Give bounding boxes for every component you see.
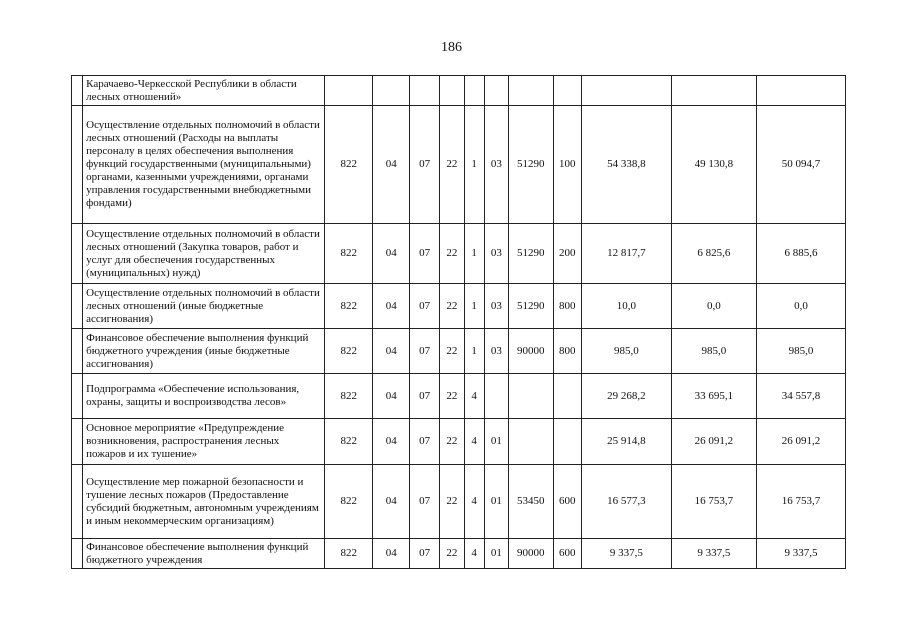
subsection-code: 07 (409, 374, 439, 419)
expense-type-code: 100 (553, 106, 581, 224)
section-code: 04 (373, 284, 409, 329)
row-marker-cell (72, 374, 83, 419)
row-name: Финансовое обеспечение выполнения функций бюджетного учреждения (иные бюджетные ассигнования) (83, 329, 325, 374)
subsection-code: 07 (409, 224, 439, 284)
subprogram-code: 1 (464, 284, 484, 329)
row-name: Карачаево-Черкесской Республики в области лесных отношений» (83, 76, 325, 106)
amount-year-2: 26 091,2 (671, 419, 756, 465)
section-code: 04 (373, 539, 409, 569)
subprogram-code: 4 (464, 419, 484, 465)
subprogram-code: 4 (464, 465, 484, 539)
amount-year-2: 0,0 (671, 284, 756, 329)
amount-year-1: 16 577,3 (581, 465, 671, 539)
budget-table (71, 75, 846, 569)
row-marker-cell (72, 284, 83, 329)
section-code: 04 (373, 329, 409, 374)
program-code: 22 (440, 224, 464, 284)
subsection-code: 07 (409, 284, 439, 329)
row-name: Осуществление отдельных полномочий в области лесных отношений (иные бюджетные ассигнования) (83, 284, 325, 329)
expense-type-code (553, 76, 581, 106)
table-row (72, 374, 846, 419)
direction-code (509, 419, 554, 465)
row-marker-cell (72, 329, 83, 374)
ministry-code: 822 (324, 106, 373, 224)
amount-year-3 (756, 76, 845, 106)
amount-year-2 (671, 76, 756, 106)
subsection-code: 07 (409, 106, 439, 224)
expense-type-code (553, 374, 581, 419)
program-code (440, 76, 464, 106)
amount-year-2: 6 825,6 (671, 224, 756, 284)
subprogram-code: 1 (464, 106, 484, 224)
amount-year-1: 25 914,8 (581, 419, 671, 465)
section-code: 04 (373, 374, 409, 419)
program-code: 22 (440, 106, 464, 224)
amount-year-1: 54 338,8 (581, 106, 671, 224)
subprogram-code: 4 (464, 374, 484, 419)
row-name: Осуществление мер пожарной безопасности и тушение лесных пожаров (Предоставление субсидий бюджетным, автономным учреждениям и иным некоммерческим организациям) (83, 465, 325, 539)
amount-year-2: 16 753,7 (671, 465, 756, 539)
amount-year-3: 0,0 (756, 284, 845, 329)
row-marker-cell (72, 539, 83, 569)
main-event-code: 01 (484, 539, 508, 569)
row-marker-cell (72, 419, 83, 465)
main-event-code: 03 (484, 284, 508, 329)
ministry-code (324, 76, 373, 106)
amount-year-2: 33 695,1 (671, 374, 756, 419)
main-event-code: 01 (484, 465, 508, 539)
expense-type-code: 600 (553, 465, 581, 539)
expense-type-code (553, 419, 581, 465)
ministry-code: 822 (324, 419, 373, 465)
ministry-code: 822 (324, 284, 373, 329)
subprogram-code: 1 (464, 329, 484, 374)
subsection-code: 07 (409, 465, 439, 539)
subsection-code (409, 76, 439, 106)
ministry-code: 822 (324, 374, 373, 419)
ministry-code: 822 (324, 465, 373, 539)
ministry-code: 822 (324, 539, 373, 569)
main-event-code (484, 76, 508, 106)
row-marker-cell (72, 106, 83, 224)
expense-type-code: 200 (553, 224, 581, 284)
amount-year-1: 12 817,7 (581, 224, 671, 284)
amount-year-2: 49 130,8 (671, 106, 756, 224)
direction-code (509, 76, 554, 106)
main-event-code: 03 (484, 329, 508, 374)
direction-code: 51290 (509, 224, 554, 284)
table-body (72, 76, 846, 569)
section-code: 04 (373, 419, 409, 465)
main-event-code (484, 374, 508, 419)
ministry-code: 822 (324, 329, 373, 374)
main-event-code: 03 (484, 106, 508, 224)
main-event-code: 01 (484, 419, 508, 465)
amount-year-2: 9 337,5 (671, 539, 756, 569)
table-row (72, 465, 846, 539)
table-row (72, 224, 846, 284)
subprogram-code: 1 (464, 224, 484, 284)
row-name: Финансовое обеспечение выполнения функций бюджетного учреждения (83, 539, 325, 569)
amount-year-1: 9 337,5 (581, 539, 671, 569)
amount-year-1: 985,0 (581, 329, 671, 374)
amount-year-2: 985,0 (671, 329, 756, 374)
section-code: 04 (373, 106, 409, 224)
program-code: 22 (440, 329, 464, 374)
direction-code: 53450 (509, 465, 554, 539)
table-row (72, 329, 846, 374)
table-row (72, 419, 846, 465)
row-marker-cell (72, 76, 83, 106)
subprogram-code (464, 76, 484, 106)
amount-year-3: 6 885,6 (756, 224, 845, 284)
subprogram-code: 4 (464, 539, 484, 569)
row-name: Основное мероприятие «Предупреждение возникновения, распространения лесных пожаров и их тушение» (83, 419, 325, 465)
direction-code: 90000 (509, 539, 554, 569)
direction-code: 51290 (509, 284, 554, 329)
row-marker-cell (72, 465, 83, 539)
table-row (72, 284, 846, 329)
row-marker-cell (72, 224, 83, 284)
amount-year-3: 50 094,7 (756, 106, 845, 224)
subsection-code: 07 (409, 539, 439, 569)
program-code: 22 (440, 284, 464, 329)
program-code: 22 (440, 374, 464, 419)
table-row (72, 106, 846, 224)
section-code: 04 (373, 224, 409, 284)
main-event-code: 03 (484, 224, 508, 284)
table-row (72, 539, 846, 569)
direction-code (509, 374, 554, 419)
expense-type-code: 800 (553, 284, 581, 329)
page-number: 186 (441, 40, 462, 55)
program-code: 22 (440, 419, 464, 465)
amount-year-3: 26 091,2 (756, 419, 845, 465)
section-code (373, 76, 409, 106)
table-row (72, 76, 846, 106)
amount-year-3: 985,0 (756, 329, 845, 374)
amount-year-3: 34 557,8 (756, 374, 845, 419)
row-name: Осуществление отдельных полномочий в области лесных отношений (Закупка товаров, работ и услуг для обеспечения государственных (муниципальных) нужд) (83, 224, 325, 284)
amount-year-3: 16 753,7 (756, 465, 845, 539)
amount-year-1: 29 268,2 (581, 374, 671, 419)
ministry-code: 822 (324, 224, 373, 284)
subsection-code: 07 (409, 419, 439, 465)
row-name: Осуществление отдельных полномочий в области лесных отношений (Расходы на выплаты персоналу в целях обеспечения выполнения функций государственными (муниципальными) органами, казенными учреждениями, органами управления государственными внебюджетными фондами) (83, 106, 325, 224)
amount-year-1 (581, 76, 671, 106)
amount-year-3: 9 337,5 (756, 539, 845, 569)
program-code: 22 (440, 539, 464, 569)
program-code: 22 (440, 465, 464, 539)
expense-type-code: 800 (553, 329, 581, 374)
row-name: Подпрограмма «Обеспечение использования, охраны, защиты и воспроизводства лесов» (83, 374, 325, 419)
expense-type-code: 600 (553, 539, 581, 569)
direction-code: 90000 (509, 329, 554, 374)
section-code: 04 (373, 465, 409, 539)
direction-code: 51290 (509, 106, 554, 224)
subsection-code: 07 (409, 329, 439, 374)
amount-year-1: 10,0 (581, 284, 671, 329)
